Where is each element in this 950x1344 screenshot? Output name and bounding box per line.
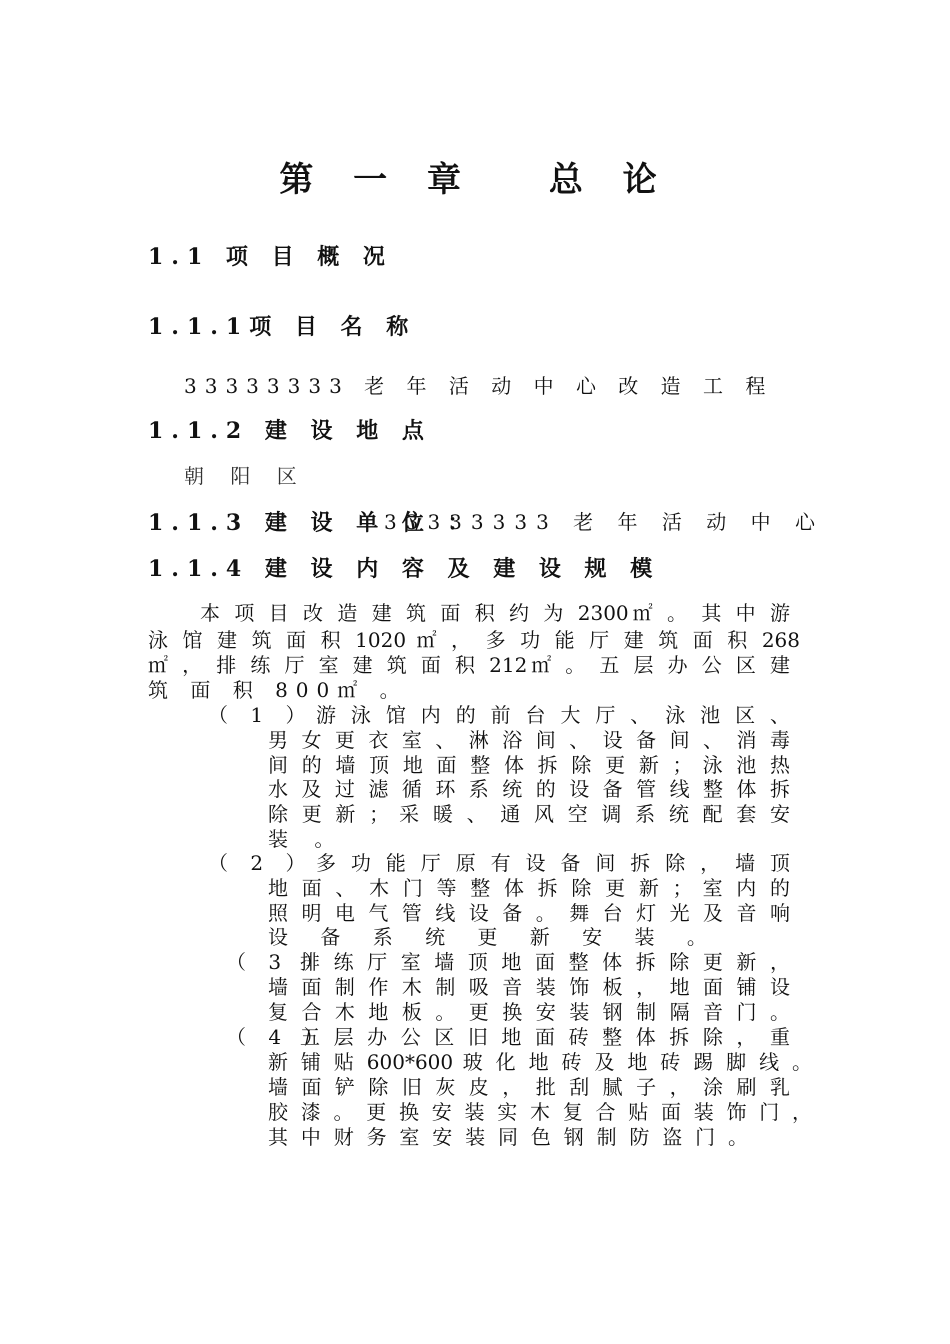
section-1-1-1-heading: 1.1.1项 目 名 称: [148, 314, 417, 340]
item-number: （ 1 ）: [208, 703, 314, 727]
item-line: 排 练 厅 室 墙 顶 地 面 整 体 拆 除 更 新 ，: [300, 950, 790, 974]
item-number: （ 4 ）: [226, 1025, 332, 1049]
section-1-1-2-heading: 1.1.2 建 设 地 点: [148, 418, 432, 444]
location-text: 朝 阳 区: [184, 464, 307, 488]
item-number: （ 2 ）: [208, 851, 314, 875]
item-line: 游 泳 馆 内 的 前 台 大 厅 、 泳 池 区 、: [316, 703, 790, 727]
item-line: 设 备 系 统 更 新 安 装 。: [268, 925, 720, 949]
item-line: 多 功 能 厅 原 有 设 备 间 拆 除 ， 墙 顶: [316, 851, 790, 875]
item-line: 除 更 新 ； 采 暖 、 通 风 空 调 系 统 配 套 安: [268, 802, 790, 826]
chapter-title: 第 一 章 总 论: [279, 160, 671, 200]
item-line: 复 合 木 地 板 。 更 换 安 装 钢 制 隔 音 门 。: [268, 1000, 790, 1024]
item-line: 其 中 财 务 室 安 装 同 色 钢 制 防 盗 门 。: [268, 1125, 748, 1149]
project-name: 33333333 老 年 活 动 中 心 改 造 工 程: [184, 374, 774, 398]
item-line: 地 面 、 木 门 等 整 体 拆 除 更 新 ； 室 内 的: [268, 876, 790, 900]
section-1-1-heading: 1.1 项 目 概 况: [148, 244, 393, 270]
intro-line: 筑 面 积 800㎡ 。: [148, 678, 408, 702]
intro-line: 泳 馆 建 筑 面 积 1020 ㎡ ， 多 功 能 厅 建 筑 面 积 268: [148, 628, 800, 652]
section-1-1-3-heading: 1.1.3 建 设 单 位 ：: [148, 510, 478, 536]
intro-line: ㎡ ， 排 练 厅 室 建 筑 面 积 212㎡ 。 五 层 办 公 区 建: [148, 653, 790, 677]
item-number: （ 3 ）: [226, 950, 332, 974]
section-1-1-4-heading: 1.1.4 建 设 内 容 及 建 设 规 模: [148, 556, 661, 582]
item-line: 墙 面 制 作 木 制 吸 音 装 饰 板 ， 地 面 铺 设: [268, 975, 790, 999]
item-line: 间 的 墙 顶 地 面 整 体 拆 除 更 新 ； 泳 池 热: [268, 753, 790, 777]
item-line: 墙 面 铲 除 旧 灰 皮 ， 批 刮 腻 子 ， 涂 刷 乳: [268, 1075, 790, 1099]
item-line: 胶 漆 。 更 换 安 装 实 木 复 合 贴 面 装 饰 门 ，: [268, 1100, 812, 1124]
construction-unit: 33333333 老 年 活 动 中 心: [384, 510, 824, 534]
intro-line: 本 项 目 改 造 建 筑 面 积 约 为 2300㎡ 。 其 中 游: [200, 601, 790, 625]
item-line: 装 。: [268, 827, 345, 851]
item-line: 照 明 电 气 管 线 设 备 。 舞 台 灯 光 及 音 响: [268, 901, 790, 925]
item-line: 五 层 办 公 区 旧 地 面 砖 整 体 拆 除 ， 重: [300, 1025, 790, 1049]
item-line: 新 铺 贴 600*600 玻 化 地 砖 及 地 砖 踢 脚 线 。: [268, 1050, 812, 1074]
item-line: 水 及 过 滤 循 环 系 统 的 设 备 管 线 整 体 拆: [268, 777, 790, 801]
item-line: 男 女 更 衣 室 、 淋 浴 间 、 设 备 间 、 消 毒: [268, 728, 790, 752]
